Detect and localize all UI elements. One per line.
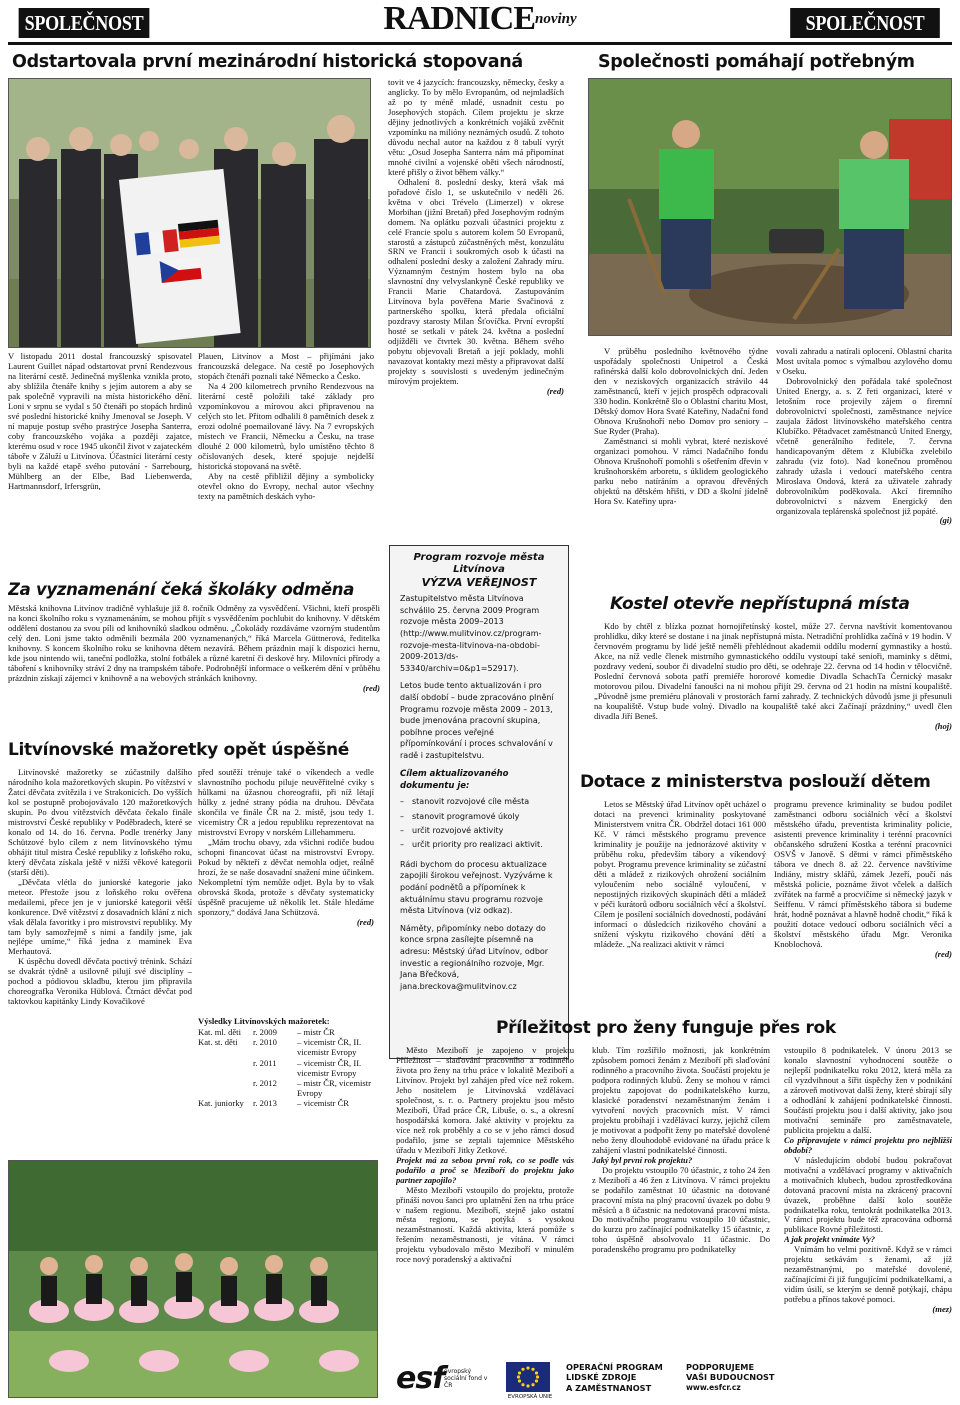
paragraph: Městská knihovna Litvínov tradičně vyhlašuje již 8. ročník Odměny za vysvědčení. Všichni, kteří prospěli na konci školního roku s vyznamenáním, se mohou přijít s vysvědčením pochlubit do knihovny. V dětském oddělení dostanou za svou píli od knihovníků sladkou odměnu. „Čokolády rozdáváme vzorným studentům celý den. Loni jsme takto odměnili bezmála 200 vyznamenaných,“ říká Marcela Güttnerová, ředitelka knihovny. S koncem školního roku se knihovna dětem nezavírá. Během prázdnin mají k dispozici hernu, kde jsou nintendo wii, taneční podložka, stolní fotbálek a různé karetní či deskové hry. Milovníci přírody a táboření s knihovníky stráví 2 dny na trampském táboře. Podrobnější informace o veškerém dění v průběhu prázdnin získají zájemci v knihovně a na webových stránkách knihovny. [8,604,380,683]
a1-column-2 [198,352,374,564]
paragraph: Dobrovolnický den pořádala také společnost United Energy, a. s. Z řeti organizací, které v letošním roce projevily zájem o firemní dobrovolnictví společnosti, zaměstnance nejvíce zaujala žádost litvínovského mateřského centra Klubíčko. Pětadvacet zaměstnanců United Energy, včetně generálního ředitele, 7. června handicapovaným dětem z Klubíčka zvelebilo zahradu (viz foto). Nad konečnou proměnou zahrady užasla i vedoucí mateřského centra Miroslava Ondová, která za uživatele zahrady dobrovolníkům poděkovala. Akcí firemního dobrovolnictví s názvem Energický den organizovala teplárenská společnost již popáté. [776,375,952,516]
program-box [389,545,569,1059]
program-box-goals [400,795,558,853]
paragraph: K úspěchu dovedl děvčata poctivý trénink. Schází se dvakrát týdně a usilovně pilují své disciplíny – pochod a pódiovou skladbu, kterou jim připravila choreografka Veronika Hüblová. Čtrnáct děvčat pod taktovkou kapitánky Lindy Kovačikové [8,956,192,1007]
photo-majorettes [8,1160,378,1398]
paragraph: klub. Tím rozšířilo možnosti, jak konkrétním způsobem pomoci ženám z Meziboří při slaďování rodinného a pracovního života. Součástí projektu je podpora rodinných klubů. Ženy se mohou v rámci projektu zapojovat do podnikatelského kurzu, klasické poradenství nezaměstnaným ženám i vytvoření nových pracovních míst. V rámci projektu probíhají i vzdělávací kurzy, jejichž cílem je motivovat a podpořit ženy po mateřské dovolené nebo ženy dlouhodobě evidované na úřadu práce k zahájení vlastní podnikatelské činnosti. [592,1046,770,1155]
paragraph: Odhalení 8. poslední desky, která však má pořadové číslo 1, se uskutečnilo v neděli 26. května v obci Trévelo (Limerzel) v okrese Morbihan (jižní Bretaň) před Josephovým rodným domem. Na oplátku pozvali účastníci projektu z celé Francie spolu s autorem kolem 50 Evropanů, starostů a zástupců zúčastněných měst, konzulátu SRN ve Francii i soukromých osob k účasti na odhalení poslední desky a založení Zahrady míru. Významným čestným hostem bylo na oba slavnostní dny velvyslankyně České republiky ve Francii Marie Chatardová. Zastupováním Litvínova byla pověřena Marie Svačinová z partnerského spolku, která předala oficiální pozdravy starosty Milan Šťovíčka. První evropští hosté se setkali v pátek 24. května a poslední odjížděli ve čtvrtek 30. května. Během svého pobytu objevovali Bretaň a její poklady, mohli navazovat kontakty mezi městy a připravovat další projekty s souvislosti s uvedeným jedinečným mírovým projektem. [388,176,564,387]
paragraph: Letos se Městský úřad Litvínov opět ucházel o dotaci na prevenci kriminality poskytované Ministerstvem vnitra ČR. Obdržel dotaci 161 000 Kč. V rámci městského programu prevence kriminality je použije na jednorázové aktivity v průběhu roku, především tábory a víkendový pobyt. Programu prevence kriminality se zúčastní děti a mládež z rizikových ohrožení sociálním vyloučením nebo sociálně vyloučení, v nepostijných rizikových skupinách děti a mládež v péči kurátorů odboru sociálních věcí a školství. Cílem je posílení sociálních dovedností, podávání informací o důsledcích rizikového chování a snížení výskytu rizikového chování dětí a mládeže. „Na realizaci aktivit v rámci [594,800,766,949]
paragraph: V následujícím období budou pokračovat motivační a vzdělávací programy v aktivačních a motivačních klubech, budou zprostředkována dotovaná pracovní místa na zkrácený pracovní úvazek, proběhne další kolo soutěže podnikatelka roku, tentokrát podnikatelka 2013. V rámci projektu bude též zpracována odborná publikace Rovné příležitosti. [784,1154,952,1235]
photo-volunteers [588,78,952,336]
paragraph: V listopadu 2011 dostal francouzský spisovatel Laurent Guillet nápad odstartovat první Rendezvous na literární cestě. Jedinečná myšlenka vznikla proto, aby sblížila čtenáře knihy s jejím autorem a aby se pak společně vypravili na místa historického dění. Loni v srpnu se vydal s 50 čtenáři po stopách hrdinů své poslední historické knihy Jmenoval se Joseph. V ní mapuje postup svého prastrýce Josepha Santerra, coby francouzského vojáka a později zajatce, kterému osud v roce 1945 ukončil život v zajateckém táboře v Záluží u Litvínova. Účastníci literární cesty byli na každé etapě svého putování - Sarrebourg, Mühlberg an der Elbe, Bad Liebenwerda, Hartmannsdorf, Irfersgrün, [8,352,192,491]
eu-stars-icon [506,1362,550,1392]
op-logo-line: OPERAČNÍ PROGRAM [566,1362,663,1372]
paragraph: Litvínovské mažoretky se zúčastnily dalšího národního kola mažoretkových skupin. Po vítězství v Žatci děvčata zvítězila i ve Strakonicích. Do vyšších kol se postupně probojovávalo 120 mažoretkových skupin. Po dvou vítězstvích děvčata čekalo finále mistrovství České republiky v Poděbradech, které se konalo od 14. do 16. června. Podle trenérky Jany Schützové bylo cílem z nem litvínovského týmu obhájit titul mistra České republiky z loňského roku, který děvčata získala ještě v nižší věkové kategorii (starší děti). [8,768,192,877]
paragraph: Na 4 200 kilometrech prvního Rendezvous na literární cestě položili také základy pro vzpomínkovou a mírovou akci připravenou na celých sto let. Přitom odhalili 8 pamětních desek z erozi odolné poemailované lávy. Na 7 evropských místech ve Francii, Německu a Česku, na trase dlouhé 2 000 kilometrů, bylo umístěno těchto 8 očíslovaných desek, které spojuje nejdelší historická stopovaná na světě. [198,380,374,471]
esf-logo [396,1360,496,1404]
op-logo [566,1362,680,1402]
logo-strip [396,1360,784,1404]
masthead-title [350,0,610,40]
section-tag-left: SPOLEČNOST [19,8,150,38]
photo-delegation [8,78,371,348]
results-row: r. 2011 – vicemistr ČR, II. vicemistr Evropy [253,1057,362,1078]
results-table [198,1027,378,1108]
paragraph: vovali zahradu a natírali oplocení. Oblastní charita Most uvítala pomoc s výmalbou azylového domu v Oseku. [776,347,952,376]
support-logo [686,1362,782,1402]
program-box-subtitle: VÝZVA VEŘEJNOST [421,576,537,589]
paragraph: Kdo by chtěl z blízka poznat hornojiřetínský kostel, může 27. června navštívit komentovanou prohlídku, díky které se dostane i na jinak nepřístupná místa. Netradiční prohlídka začíná v 19 hodin. V červnovém programu by lidé ještě neměli přehlédnout akademii oddílu moderní gymnastiky a hostů. Akce, na níž vedle členek mistrního gymnastického oddílu vystoupí také senioři, maminky s dětmi, pozdravy vedení, soubor či divadelní studio pro děti, se odehraje 22. června od 14 hodin v tělocvičně. Poslední červnová sobota patří premiéře hororové komedie Divadla SchachTa Černický masakr motorovou pilou. Divadelní fanoušci na ni mohou přijít 29. června od 21 hodin na místní koupaliště. „Původně jsme premiéru plánovali v prostorách farní zahrady. Z technických důvodů jsme ji přesunuli na koupaliště. Vstup bude volný. Divadlo na koupaliště také akci Začínají prázdniny,“ uvedl člen divadla Jiří Beneš. [594,622,952,721]
paragraph: Plauen, Litvínov a Most – přijímáni jako francouzská delegace. Na cestě po Josephových stopách čtenáři poznali také Německo a Česko. [198,352,374,381]
results-title: Výsledky Litvínovských mažoretek: [198,1016,330,1026]
a4-column-1 [8,768,192,1156]
program-box-title: Program rozvoje města Litvínova [413,552,545,575]
masthead-main: RADNICE [383,0,535,37]
op-logo-line: A ZAMĚSTNANOST [566,1382,652,1393]
headline-mazoretky: Litvínovské mažoretky opět úspěšné [8,740,349,760]
a3-body [8,604,380,730]
headline-kostel: Kostel otevře nepřístupná místa [610,594,910,614]
masthead-rule [8,42,952,45]
photo-delegation-image [9,79,371,348]
support-logo-line: PODPORUJEME [686,1362,755,1372]
headline-stopovana: Odstartovala první mezinárodní historická stopovaná [12,52,523,72]
paragraph: Do projektu vstoupilo 70 účastnic, z toho 24 žen z Meziboří a 46 žen z Litvínova. V rámci projektu se podařilo zaměstnat 10 účastnic na dotované pracovní místa na plný pracovní úvazek po dobu 9 měsíců a 8 účastnic na nedotovaná pracovní místa. Do motivačního programu vstoupilo 10 účastnic, do kurzu pro začínající podnikatelky 15 účastnic, z toho úspěšně absolvovalo 11 účastnic. Do poradenského programu pro podnikatelky [592,1164,770,1255]
eu-logo-label: EVROPSKÁ UNIE [507,1394,553,1400]
program-box-contact: Náměty, připomínky nebo dotazy do konce srpna zasílejte písemně na adresu: Městský úřad Litvínov, odbor investic a regionálního rozvoje, Mgr. Jana Břečková, jana.breckova@mulitvinov.cz [400,923,549,991]
question: Projekt má za sebou první rok, co se podle vás podařilo a proč se Meziboří do projektu jako partner zapojilo? [396,1154,574,1185]
list-item: – určit rozvojové aktivity [400,824,558,838]
question: Co připravujete v rámci projektu pro nejbližší období? [784,1134,952,1155]
paragraph: V průběhu posledního květnového týdne uspořádaly společnosti Unipetrol a Česká rafinérská další kolo dobrovolnických dní. Jeden den v neziskových organizacích strávilo 44 zaměstnanců, kteří v jejich prospěch odpracovali 330 hodin. Konkrétně šlo o Oblastní charitu Most, Dětský domov Hora Svaté Kateřiny, Nadační fond Obnova Krušnohoří nebo Domov pro seniory – Sue Ryder (Praha). [594,347,768,436]
paragraph: před soutěží trénuje také o víkendech a vedle slavnostního pochodu piluje neuvěřitelné cviky s hůlkami na úžasnou choreografii, při níž létají hůlky z jedné strany pódia na druhou. Děvčata skončila ve finále ČR na 2. místě, jsou tedy 1. vicemistry ČR a jedou republiku reprezentovat na mistrovství Evropy v norském Lillehammeru. [198,768,374,837]
section-tag-right: SPOLEČNOST [790,8,940,38]
program-box-para: Letos bude tento aktualizován i pro další období – bude zpracováno plnění Programu rozvoje města 2009 – 2013, bude jmenována pracovní skupina, pobíhne proces veřejné přípomínkování i proces schvalování v radě i zastupitelstvu. [400,681,554,761]
paragraph: „Děvčata vlétla do juniorské kategorie jako meteor. Přestože jsou z loňského roku ověřena medailemi, přece jen je v juniorské kategorii větší konkurence. Dvě vítězství z dosavadních klání z nich však dělala favoritky i pro mistrovství republiky. My tam byly samozřejmě s nimi a fandily jsme, jak nejlépe umíme,“ říká jedna z maminek Eva Merhautová. [8,876,192,957]
eu-logo [500,1360,560,1404]
support-logo-line: VAŠI BUDOUCNOST [686,1372,775,1383]
paragraph: „Mám trochu obavy, zda všichni rodiče budou schopni financovat účast na mistrovství Evropy. Pokud by někteří z děvčat nemohla odjet, reálně hrozí, že se naše dosavadní snažení mine účinkem. Nekompletní tým nemůže odjet. Byla by to však obrovská škoda, protože s děvčaty systematicky úspěšně pracujeme už několik let. Stále hledáme sponzory,“ dodává Jana Schützová. [198,836,374,917]
a4-column-2 [198,768,374,1014]
op-logo-line: LIDSKÉ ZDROJE [566,1372,637,1383]
signature: (gi) [939,515,952,526]
list-item: – určit priority pro realizaci aktivit. [400,838,558,852]
esf-logo-mark: esf [396,1361,445,1396]
paragraph: tovit ve 4 jazycích: francouzsky, německy, česky a anglicky. To by mělo Evropanům, od nejmladších až po ty méně mladé, usnadnit cestu po Josephových stopách. Cílem projektu je skrze dějiny jednotlivých a konkrétních vojáků zvěčnit vzpomínku na milióny neznámých osudů. Z tohoto důvodu nechal autor na každou z 8 tabulí vyrýt větu: „Osud Josepha Santerra nám má připomínat mnohé civilní a vojenské oběti všech národností, které přišly o život během války.“ [388,78,564,177]
headline-skolaci: Za vyznamenání čeká školáky odměna [8,580,355,599]
a7-column-1 [396,1046,574,1358]
paragraph: Město Meziboří je zapojeno v projektu Příležitost – slaďování pracovního a rodinného života pro ženy na trhu práce v lokalitě Meziboří a Litvínov. Projekt byl zahájen před více než rokem. Jeho nositelem je Litvínovská vzdělávací společnost, s. r. o. Partnery projektu jsou město Meziboří, Úřad práce ČR, Libuše, o. s., a okresní hospodářská komora. Jaké aktivity v projektu za více než rok proběhly a co se v jeho rámci dosud podařilo, jsme se zeptali tajemnice Městského úřadu v Meziboří Jitky Zetkové. [396,1046,574,1155]
list-item: – stanovit rozvojové cíle města [400,795,558,809]
program-box-intro: Zastupitelstvo města Litvínova schválilo 25. června 2009 Program rozvoje města 2009–2013 (http://www.mulitvinov.cz/program-rozvoje-mesta-litvinova-na-obdobi-2009-2013/ds-53340/archiv=0&p1=52917). [400,594,542,673]
esf-logo-text: evropský sociální fond v ČR [444,1368,488,1390]
paragraph: vstoupilo 8 podnikatelek. V únoru 2013 se konalo slavnostní vyhodnocení soutěže o nejlepší podnikatelku roku 2012, která měla za cíl vyzdvihnout a šířit úspěchy žen v podnikání a zároveň motivovat další ženy, které sbírají síly a odhodlání k zahájení podnikatelské činnosti. Součástí projektu jsou i další aktivity, jako jsou motivační semináře pro zaměstnavatele, publicita projektu a další. [784,1046,952,1135]
a6-column-1 [594,800,766,1012]
eu-flag-icon [506,1362,550,1392]
list-item: – stanovit programové úkoly [400,810,558,824]
paragraph: Zaměstnanci si mohli vybrat, které neziskové organizaci pomohou. V rámci Nadačního fondu Obnova Krušnohoří pomohli s ošetřením dřevin v krušnohorském arboretu, s úklidem geologického parku nebo natíráním a opravou dřevěných objektů na dětském hřišti, v DD a školní jídelně Hora Sv. Kateřiny upra- [594,435,768,506]
results-list [198,1016,378,1154]
a2-column-1 [594,347,768,583]
signature: (mez) [932,1304,952,1315]
a1-column-3 [388,78,564,528]
masthead-sup: noviny [535,11,577,27]
headline-dotace: Dotace z ministerstva poslouží dětem [580,772,931,792]
support-logo-url: www.esfcr.cz [686,1382,741,1392]
question: A jak projekt vnímáte Vy? [784,1234,876,1245]
a1-column-1 [8,352,192,582]
a5-body [594,622,952,758]
headline-prilezitost: Příležitost pro ženy funguje přes rok [496,1018,836,1038]
program-box-para: Rádi bychom do procesu aktualizace zapojili širokou veřejnost. Vyzýváme k podání podnětů a přípomínek k aktuálnímu stavu programu rozvoje města Litvínova (viz odkaz). [400,859,553,916]
results-row: r. 2012 – mistr ČR, vicemistr Evropy [253,1077,371,1098]
results-row: Kat. st. děti r. 2010 – vicemistr ČR, II. vicemistr Evropy [198,1037,362,1058]
signature: (red) [934,948,952,959]
signature: (red) [546,386,564,397]
a6-column-2 [774,800,952,1012]
photo-volunteers-image [589,79,952,336]
paragraph: Město Meziboří vstoupilo do projektu, protože přináší novou šanci pro uplatnění žen na trhu práce v našem regionu. Meziboří, stejně jako ostatní města regionu, se potýká s vysokou nezaměstnaností. Každá aktivita, která pomůže s řešením nezaměstnanosti, je vítána. V rámci projektu vybudovalo město Meziboří v minulém roce nový poradenský a aktivační [396,1184,574,1265]
paragraph: Aby na cestě přibližil dějiny a symbolicky otevřel okno do Evropy, nechal autor všechny texty na pamětních deskách vyho- [198,470,374,501]
photo-majorettes-image [9,1161,378,1398]
signature: (red) [362,682,380,693]
results-row: Kat. juniorky r. 2013 – vicemistr ČR [198,1098,350,1109]
paragraph: programu prevence kriminality se budou podílet zaměstnanci odboru sociálních věcí a školství městského úřadu, preventista kriminality policie, asistenti prevence kriminality i terénní pracovníci občanského sdružení Kostka a terénní pracovníci OSVŠ v Janově. S dětmi v rámci příměstského tábora ve dnech 8. až 22. července navštívíme Indiány, mistry sklářů, zámek Jezeří, poučí nás městská policie, poznáme život včelek a dalších zvířátek na farmě a procvičíme si německý jazyk v Seiffenu. V rámci příměstského tábora si budeme hrát, hodně poznávat a hlavně hodně chodit,“ říká k použití dotace vedoucí odboru sociálních věcí a školství městského úřadu Mgr. Veronika Knoblochová. [774,800,952,949]
question: Jaký byl první rok projektu? [592,1154,693,1165]
a7-column-3 [784,1046,952,1402]
paragraph: Vnímám ho velmi pozitivně. Když se v rámci projektu setkávám s ženami, až jíž nezaměstnanými, po mateřské dovolené, začínajícími či již fungujícími podnikatelkami, a vidím úsilí, se kterým se denně potýkají, chápu potřebu a přínos takové pomoci. [784,1244,952,1305]
signature: (hoj) [934,720,952,731]
program-box-goals-title: Cílem aktualizovaného dokumentu je: [400,768,509,791]
headline-spolecnosti: Společnosti pomáhají potřebným [598,52,915,72]
a2-column-2 [776,347,952,583]
a7-column-2 [592,1046,770,1358]
signature: (red) [356,916,374,927]
results-row: Kat. ml. děti r. 2009 – mistr ČR [198,1027,335,1038]
